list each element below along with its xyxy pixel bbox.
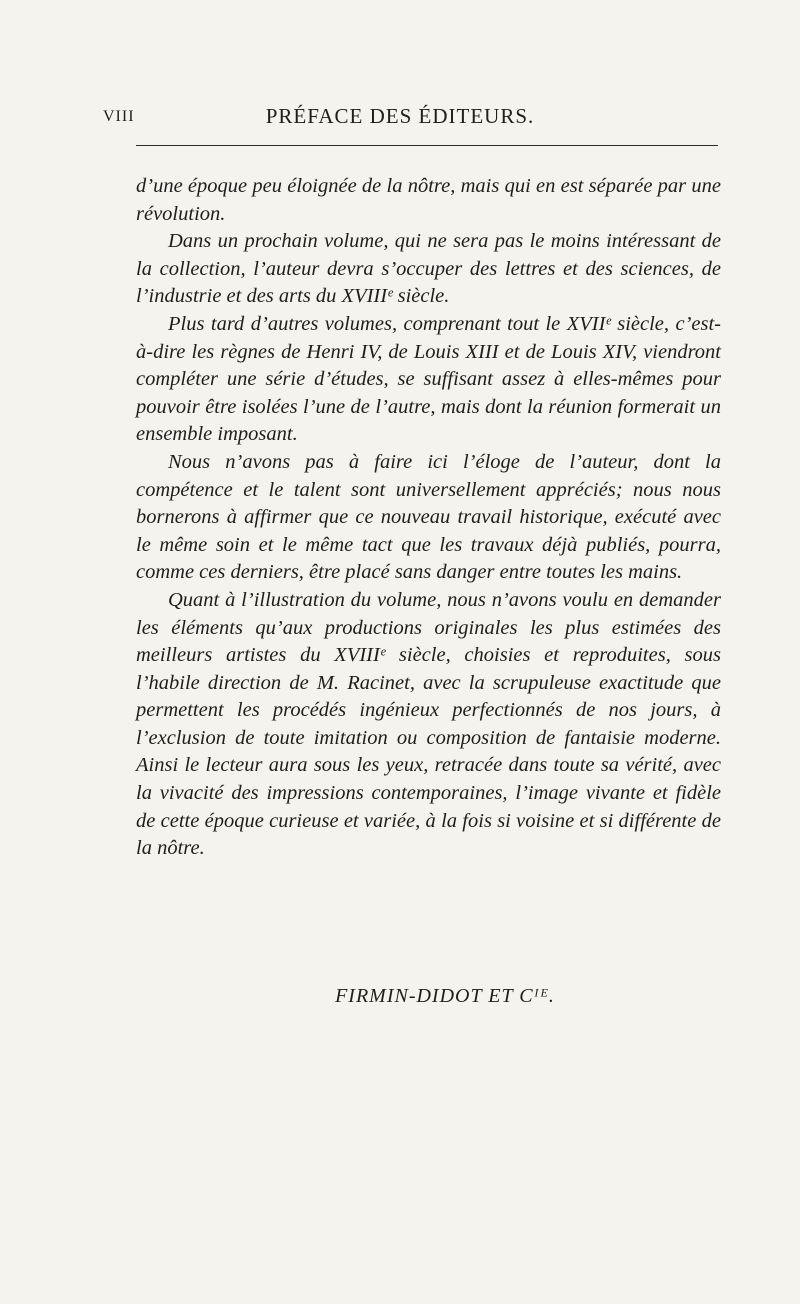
running-title: PRÉFACE DES ÉDITEURS.	[265, 104, 535, 128]
preface-body	[136, 173, 721, 863]
paragraph: Dans un prochain volume, qui ne sera pas le moins intéressant de la collection, l’auteur devra s’occuper des lettres et des sciences, de l’industrie et des arts du XVIIIᵉ siècle.	[136, 230, 721, 308]
header-rule	[136, 145, 718, 146]
paragraph: Nous n’avons pas à faire ici l’éloge de l’auteur, dont la compétence et le talent sont universellement appréciés; nous nous bornerons à affirmer que ce nouveau travail historique, exécuté avec le même soin et le même tact que les travaux déjà publiés, pourra, comme ces derniers, être placé sans danger entre toutes les mains.	[136, 450, 721, 584]
paragraph-continuation: d’une époque peu éloignée de la nôtre, mais qui en est séparée par une révolution.	[136, 175, 721, 225]
page-number: VIII	[103, 108, 135, 125]
publisher-signature: FIRMIN-DIDOT ET Cᴵᴱ.	[335, 985, 555, 1007]
page-header	[0, 104, 800, 134]
paragraph: Quant à l’illustration du volume, nous n’avons voulu en demander les éléments qu’aux productions originales les plus estimées des meilleurs artistes du XVIIIᵉ siècle, choisies et reproduites, sous l’habile direction de M. Racinet, avec la scrupuleuse exactitude que permettent les procédés ingénieux perfectionnés de nos jours, à l’exclusion de toute imitation ou composition de fantaisie moderne. Ainsi le lecteur aura sous les yeux, retracée dans toute sa vérité, avec la vivacité des impressions contemporaines, l’image vivante et fidèle de cette époque curieuse et variée, à la fois si voisine et si différente de la nôtre.	[136, 588, 721, 860]
paragraph: Plus tard d’autres volumes, comprenant tout le XVIIᵉ siècle, c’est-à-dire les règnes de Henri IV, de Louis XIII et de Louis XIV, viendront compléter une série d’études, se suffisant assez à elles-mêmes pour pouvoir être isolées l’une de l’autre, mais dont la réunion formerait un ensemble imposant.	[136, 312, 721, 446]
